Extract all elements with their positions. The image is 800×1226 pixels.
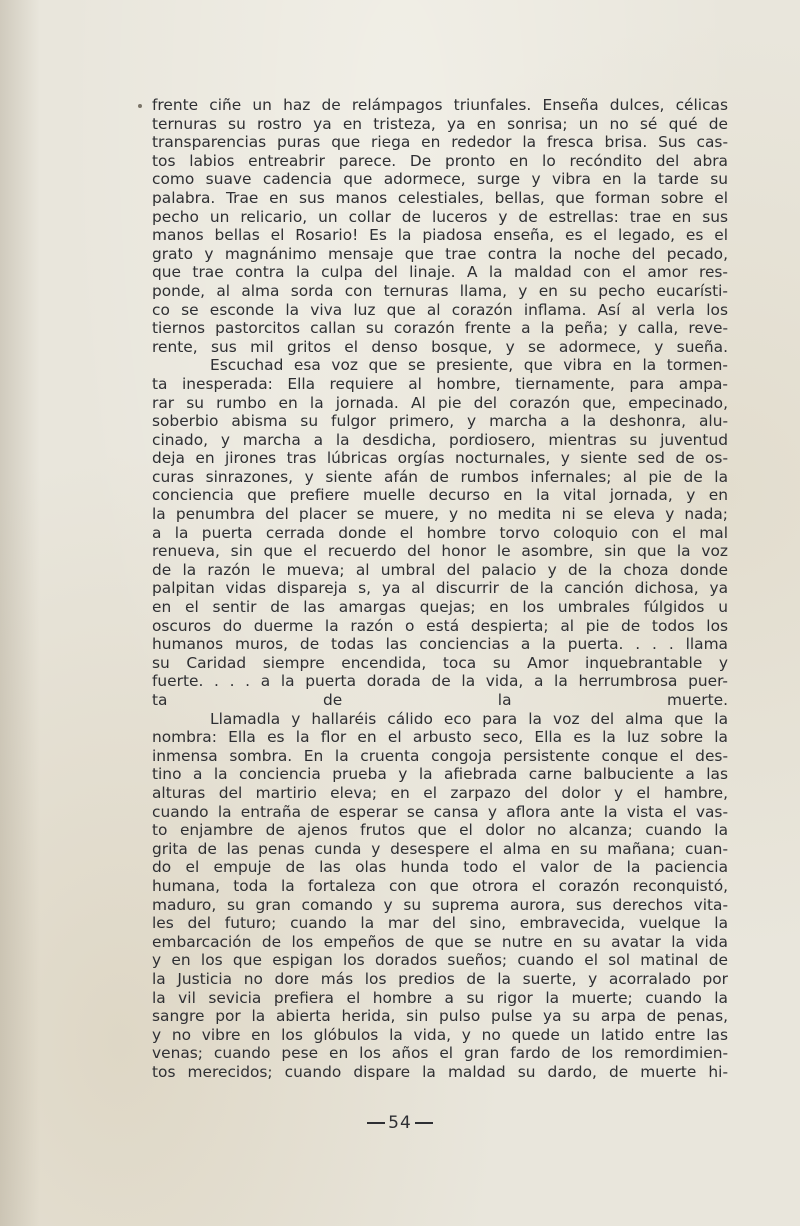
page-edge-shadow [0,0,40,1226]
paragraph-2: Escuchad esa voz que se presiente, que vibra en la tormen- ta inesperada: Ella requiere al hombre, tiernamente, para ampa- rar su rumbo en la jornada. Al pie del corazón que, empecinado, soberbio abisma su fulgor primero, y marcha a la deshonra, alu- cinado, y marcha a la desdicha, pordiosero, mientras su juventud deja en jirones tras lúbricas orgías nocturnales, y siente sed de os- curas sinrazones, y siente afán de rumbos infernales; al pie de la conciencia que prefiere muelle decurso en la vital jornada, y en la penumbra del placer se muere, y no medita ni se eleva y nada; a la puerta cerrada donde el hombre torvo coloquio con el mal renueva, sin que el recuerdo del honor le asombre, sin que la voz de la razón le mueva; al umbral del palacio y de la choza donde palpitan vidas dispareja s, ya al discurrir de la canción dichosa, ya en el sentir de las amargas quejas; en los umbrales fúlgidos u oscuros do duerme la razón o está despierta; al pie de todos los humanos muros, de todas las conciencias a la puerta. . . . llama su Caridad siempre encendida, toca su Amor inquebrantable y fuerte. . . . a la puerta dorada de la vida, a la herrumbrosa puer- ta de la muerte. [152,356,728,709]
paragraph-3: Llamadla y hallaréis cálido eco para la voz del alma que la nombra: Ella es la flor en el arbusto seco, Ella es la luz sobre la inmensa sombra. En la cruenta congoja persistente conque el des- tino a la conciencia prueba y la afiebrada carne balbuciente a las alturas del martirio eleva; en el zarpazo del dolor y el hambre, cuando la entraña de esperar se cansa y aflora ante la vista el vas- to enjambre de ajenos frutos que el dolor no alcanza; cuando la grita de las penas cunda y desespere el alma en su mañana; cuan- do el empuje de las olas hunda todo el valor de la paciencia humana, toda la fortaleza con que otrora el corazón reconquistó, maduro, su gran comando y su suprema aurora, sus derechos vita- les del futuro; cuando la mar del sino, embravecida, vuelque la embarcación de los empeños de que se nutre en su avatar la vida y en los que espigan los dorados sueños; cuando el sol matinal de la Justicia no dore más los predios de la suerte, y acorralado por la vil sevicia prefiera el hombre a su rigor la muerte; cuando la sangre por la abierta herida, sin pulso pulse ya su arpa de penas, y no vibre en los glóbulos la vida, y no quede un latido entre las venas; cuando pese en los años el gran fardo de los remordimien- tos merecidos; cuando dispare la maldad su dardo, de muerte hi- [152,709,728,1081]
page-number-dash-left [367,1122,385,1124]
page-number [0,1113,800,1133]
page-number-dash-right [415,1122,433,1124]
page-number-value: 54 [388,1113,412,1133]
body-text [152,96,728,1081]
paragraph-1: frente ciñe un haz de relámpagos triunfales. Enseña dulces, célicas ternuras su rostro ya en tristeza, ya en sonrisa; un no sé qué de transparencias puras que riega en rededor la fresca brisa. Sus cas- tos labios entreabrir parece. De pronto en lo recóndito del abra como suave cadencia que adormece, surge y vibra en la tarde su palabra. Trae en sus manos celestiales, bellas, que forman sobre el pecho un relicario, un collar de luceros y de estrellas: trae en sus manos bellas el Rosario! Es la piadosa enseña, es el legado, es el grato y magnánimo mensaje que trae contra la noche del pecado, que trae contra la culpa del linaje. A la maldad con el amor res- ponde, al alma sorda con ternuras llama, y en su pecho eucarísti- co se esconde la viva luz que al corazón inflama. Así al verla los tiernos pastorcitos callan su corazón frente a la peña; y calla, reve- rente, sus mil gritos el denso bosque, y se adormece, y sueña. [152,96,728,356]
margin-mark [138,104,142,108]
